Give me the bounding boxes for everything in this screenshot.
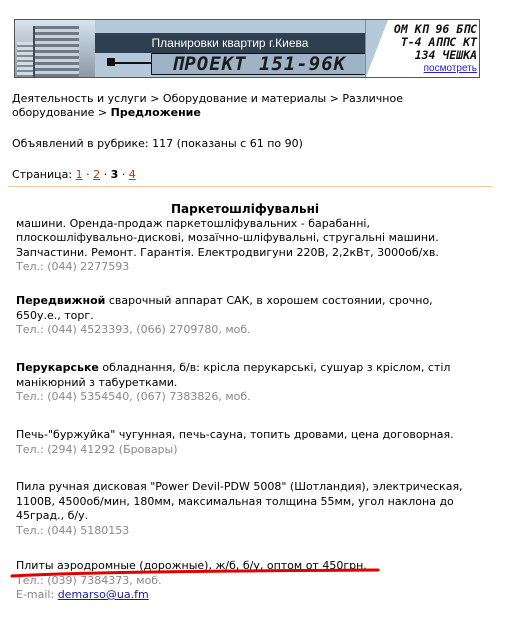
listing-text (16, 294, 474, 323)
building-tower (33, 26, 79, 77)
listing-title: Паркетошліфувальні (170, 202, 320, 216)
building-image (15, 20, 95, 77)
page-link-4[interactable]: 4 (128, 168, 136, 181)
listing-text: Печь-"буржуйка" чугунная, печь-сауна, топить дровами, цена договорная. (16, 428, 454, 441)
banner-project-title: ПРОЕКТ 151-96К (151, 53, 367, 75)
banner-code-line: 134 ЧЕШКА (414, 48, 477, 62)
page-link-1[interactable]: 1 (75, 168, 83, 181)
banner-marker (107, 58, 115, 66)
breadcrumb (12, 92, 492, 120)
page-current: 3 (110, 168, 119, 181)
red-underline-annotation (10, 568, 380, 578)
breadcrumb-path[interactable]: Деятельность и услуги > Оборудование и материалы > Различное (12, 92, 403, 105)
listing-item (16, 361, 474, 405)
listing-phone: Тел.: (044) 5180153 (16, 523, 130, 537)
listing-phone: Тел.: (039) 7384373, моб. (16, 573, 162, 587)
email-link[interactable]: demarso@ua.fm (57, 588, 149, 601)
separator (8, 186, 492, 187)
banner-codes-panel (365, 20, 480, 77)
listing-phone: Тел.: (044) 2277593 (16, 260, 130, 273)
listing-item (16, 294, 474, 338)
page-link-2[interactable]: 2 (93, 168, 101, 181)
listing-phone: Тел.: (044) 5354540, (067) 7383826, моб. (16, 390, 251, 403)
listing-text (16, 361, 474, 390)
banner-codes (394, 23, 477, 62)
building-tower-small (17, 42, 33, 77)
banner-caption: Планировки квартир г.Киева (95, 33, 365, 53)
listing-body: обладнання, б/в: крісла перукарські, сушуар з кріслом, стіл манікюрний з табуретками. (16, 361, 451, 389)
banner-diagonal (366, 20, 388, 77)
breadcrumb-current: Предложение (110, 106, 201, 119)
listing-text: Пила ручная дисковая "Power Devil-PDW 5008" (Шотландия), электрическая, 1100В, 4500об/мин, 180мм, максимальная толщина 55мм, угол наклона до 45град., б/у. (16, 480, 463, 522)
listing-count: Объявлений в рубрике: 117 (показаны с 61 по 90) (12, 137, 303, 150)
listing-phone: Тел.: (294) 41292 (Бровары) (16, 442, 178, 456)
breadcrumb-path-cont[interactable]: оборудование > (12, 106, 111, 119)
listing-text: Плиты аэродромные (дорожные), ж/б, б/у, оптом от 450грн. (16, 559, 367, 572)
listing-keyword: Перукарське (16, 361, 99, 374)
listing-item (16, 559, 474, 603)
listing-item (16, 480, 474, 538)
listing-item (16, 428, 474, 457)
listing-text: машини. Оренда-продаж паркетошліфувальних - барабанні, плоскошліфувально-дискові, мозаїчно-шліфувальні, стругальні машини. Запчастини. Ремонт. Гарантія. Електродвигуни 220В, 2,2кВт, 3000об/хв. (16, 216, 439, 259)
banner-see-link[interactable]: посмотреть (423, 63, 477, 74)
email-label: E-mail: (16, 588, 58, 601)
pagination: Страница: 1 · 2 · 3 · 4 (12, 168, 136, 181)
listing-body: сварочный аппарат САК, в хорошем состоянии, срочно, 650у.е., торг. (16, 294, 433, 322)
listing-item (16, 202, 474, 275)
listing-email-row (16, 588, 474, 603)
banner-connector (115, 62, 151, 64)
pagination-label: Страница: (12, 168, 73, 181)
page-content (12, 92, 492, 181)
ad-banner[interactable] (14, 19, 480, 78)
listing-keyword: Передвижной (16, 294, 106, 307)
banner-code-line: Т-4 АППС КТ (400, 35, 477, 49)
banner-code-line: ОМ КП 96 БПС (393, 22, 477, 36)
listing-phone: Тел.: (044) 4523393, (066) 2709780, моб. (16, 323, 251, 336)
